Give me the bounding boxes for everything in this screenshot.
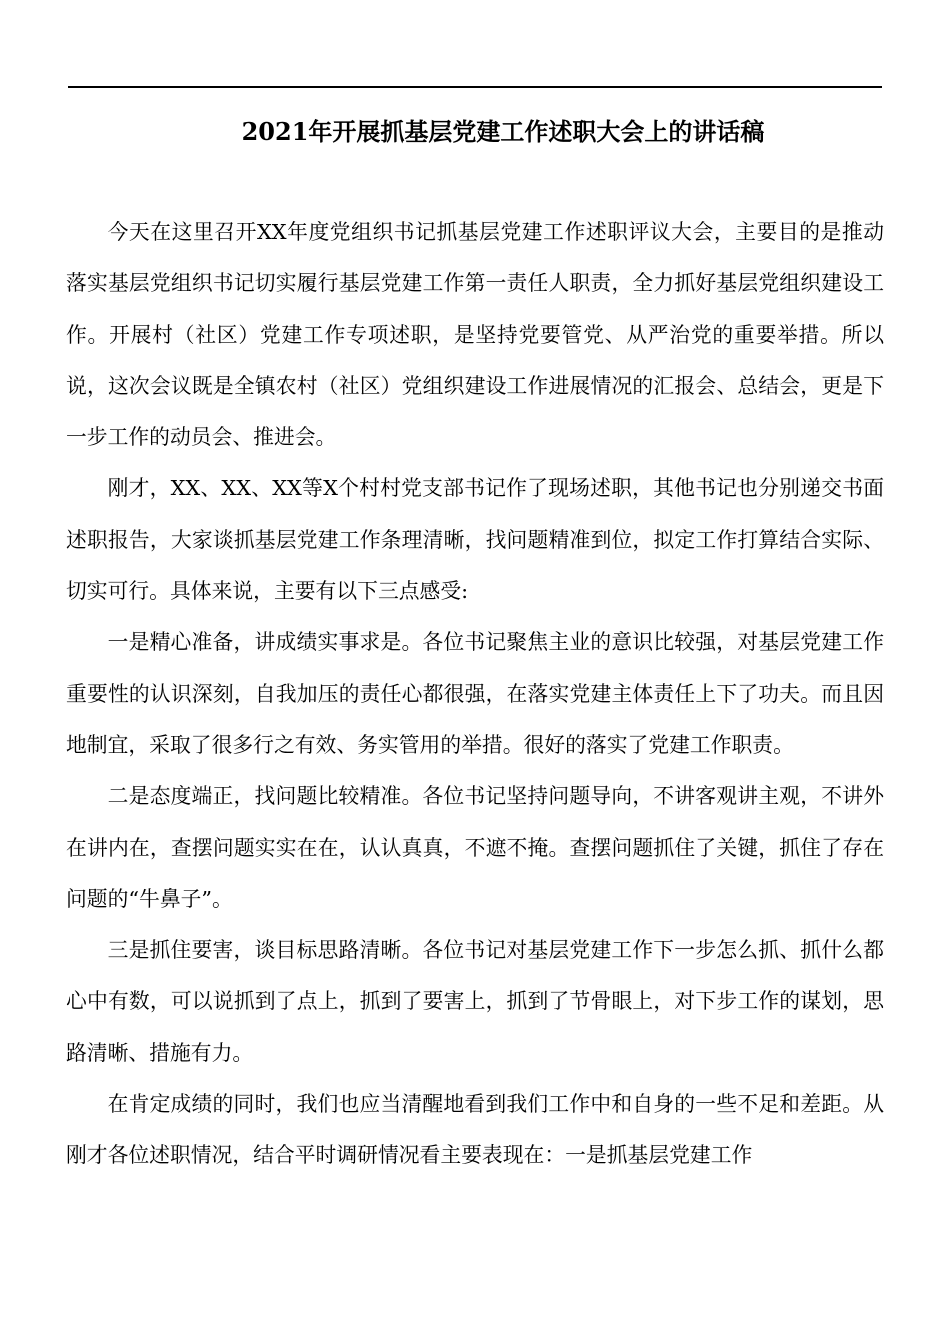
paragraph: 在肯定成绩的同时，我们也应当清醒地看到我们工作中和自身的一些不足和差距。从刚才各位述职情况，结合平时调研情况看主要表现在：一是抓基层党建工作 [66,1092,884,1168]
paragraph: 三是抓住要害，谈目标思路清晰。各位书记对基层党建工作下一步怎么抓、抓什么都心中有数，可以说抓到了点上，抓到了要害上，抓到了节骨眼上，对下步工作的谋划，思路清晰、措施有力。 [66,938,884,1065]
paragraph: 刚才，XX、XX、XX等X个村村党支部书记作了现场述职，其他书记也分别递交书面述职报告，大家谈抓基层党建工作条理清晰，找问题精准到位，拟定工作打算结合实际、切实可行。具体来说，主要有以下三点感受: [66,476,884,604]
document-title: 2021年开展抓基层党建工作述职大会上的讲话稿 [241,117,765,147]
paragraph: 今天在这里召开XX年度党组织书记抓基层党建工作述职评议大会，主要目的是推动落实基层党组织书记切实履行基层党建工作第一责任人职责，全力抓好基层党组织建设工作。开展村（社区）党建工作专项述职，是坚持党要管党、从严治党的重要举措。所以说，这次会议既是全镇农村（社区）党组织建设工作进展情况的汇报会、总结会，更是下一步工作的动员会、推进会。 [66,220,884,450]
document-body [66,207,884,1182]
paragraph: 一是精心准备，讲成绩实事求是。各位书记聚焦主业的意识比较强，对基层党建工作重要性的认识深刻，自我加压的责任心都很强，在落实党建主体责任上下了功夫。而且因地制宜，采取了很多行之有效、务实管用的举措。很好的落实了党建工作职责。 [66,630,884,757]
header-rule [68,86,882,88]
paragraph: 二是态度端正，找问题比较精准。各位书记坚持问题导向，不讲客观讲主观，不讲外在讲内在，查摆问题实实在在，认认真真，不遮不掩。查摆问题抓住了关键，抓住了存在问题的“牛鼻子”。 [66,784,884,911]
